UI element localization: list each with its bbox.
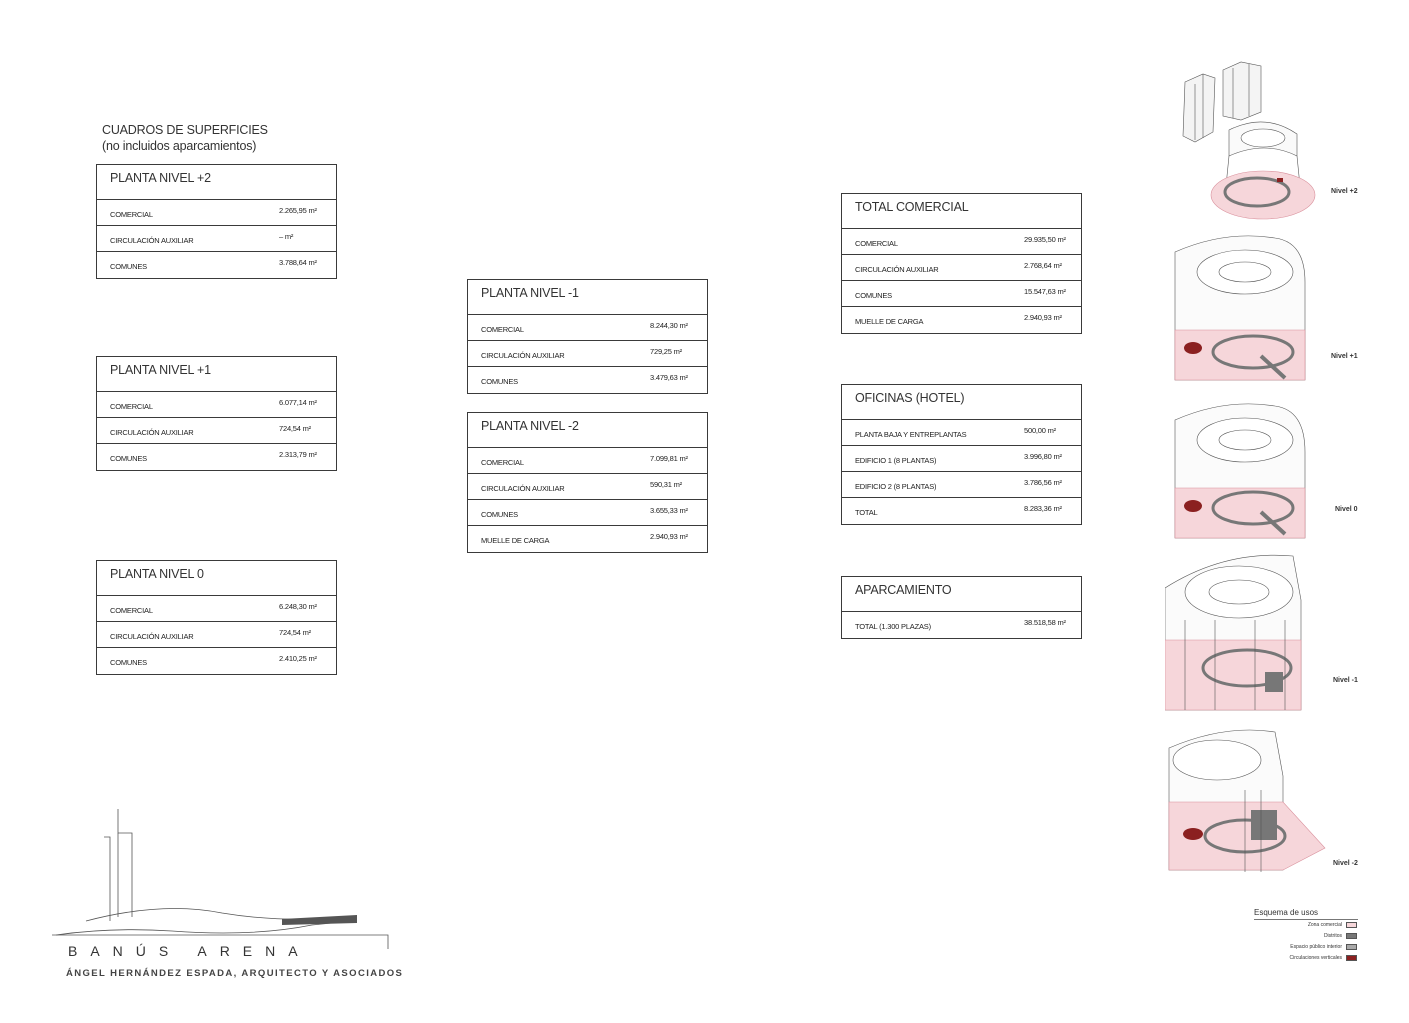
table-row — [842, 420, 1081, 446]
table-row — [468, 315, 707, 341]
row-label: COMUNES — [481, 377, 518, 386]
row-label: CIRCULACIÓN AUXILIAR — [110, 632, 194, 641]
table-planta-nivel-minus2 — [467, 412, 708, 553]
row-label: COMERCIAL — [855, 239, 898, 248]
table-row — [842, 281, 1081, 307]
level-label-0: Nivel 0 — [1335, 506, 1358, 513]
row-value: 724,54 m² — [279, 628, 311, 637]
table-row — [468, 367, 707, 393]
row-label: COMUNES — [110, 262, 147, 271]
table-total-comercial — [841, 193, 1082, 334]
row-value: 8.244,30 m² — [650, 321, 688, 330]
row-value: 2.768,64 m² — [1024, 261, 1062, 270]
row-value: 38.518,58 m² — [1024, 618, 1066, 627]
row-label: COMUNES — [110, 658, 147, 667]
row-label: COMUNES — [110, 454, 147, 463]
row-label: CIRCULACIÓN AUXILIAR — [855, 265, 939, 274]
row-label: TOTAL (1.300 PLAZAS) — [855, 622, 931, 631]
legend-label: Zona comercial — [1307, 922, 1342, 928]
row-value: 2.265,95 m² — [279, 206, 317, 215]
row-value: 2.940,93 m² — [650, 532, 688, 541]
table-row — [842, 229, 1081, 255]
row-value: – m² — [279, 232, 294, 241]
row-label: COMERCIAL — [110, 402, 153, 411]
row-value: 3.655,33 m² — [650, 506, 688, 515]
row-value: 2.410,25 m² — [279, 654, 317, 663]
row-label: COMERCIAL — [110, 210, 153, 219]
table-row — [468, 500, 707, 526]
table-title: APARCAMIENTO — [842, 577, 1081, 612]
table-title: PLANTA NIVEL +2 — [97, 165, 336, 200]
row-label: CIRCULACIÓN AUXILIAR — [110, 236, 194, 245]
level-plus1-drawing — [1175, 236, 1305, 380]
table-aparcamiento — [841, 576, 1082, 639]
legend-item — [1254, 953, 1358, 964]
legend-title: Esquema de usos — [1254, 908, 1358, 920]
page-heading — [102, 122, 268, 154]
row-label: COMERCIAL — [481, 325, 524, 334]
table-planta-nivel-minus1 — [467, 279, 708, 394]
legend-label: Circulaciones verticales — [1289, 955, 1342, 961]
row-value: 729,25 m² — [650, 347, 682, 356]
table-title: PLANTA NIVEL -2 — [468, 413, 707, 448]
table-row — [97, 392, 336, 418]
row-value: 6.248,30 m² — [279, 602, 317, 611]
row-label: EDIFICIO 2 (8 PLANTAS) — [855, 482, 937, 491]
table-row — [468, 341, 707, 367]
legend-item — [1254, 942, 1358, 953]
row-value: 3.479,63 m² — [650, 373, 688, 382]
row-label: COMERCIAL — [481, 458, 524, 467]
row-value: 2.313,79 m² — [279, 450, 317, 459]
legend-swatch — [1346, 922, 1357, 928]
table-row — [468, 448, 707, 474]
legend-swatch — [1346, 955, 1357, 961]
table-row — [468, 526, 707, 552]
table-title: PLANTA NIVEL 0 — [97, 561, 336, 596]
level-0-drawing — [1175, 404, 1305, 538]
row-value: 8.283,36 m² — [1024, 504, 1062, 513]
heading-line-1: CUADROS DE SUPERFICIES — [102, 123, 268, 137]
row-value: 2.940,93 m² — [1024, 313, 1062, 322]
table-title: OFICINAS (HOTEL) — [842, 385, 1081, 420]
row-label: PLANTA BAJA Y ENTREPLANTAS — [855, 430, 967, 439]
legend-label: Distritos — [1323, 933, 1342, 939]
row-label: COMUNES — [481, 510, 518, 519]
table-title: PLANTA NIVEL +1 — [97, 357, 336, 392]
row-label: TOTAL — [855, 508, 878, 517]
level-label-minus1: Nivel -1 — [1333, 677, 1358, 684]
row-value: 590,31 m² — [650, 480, 682, 489]
table-row — [468, 474, 707, 500]
brand-subtitle: ÁNGEL HERNÁNDEZ ESPADA, ARQUITECTO Y ASOCIADOS — [66, 968, 404, 979]
table-row — [97, 226, 336, 252]
table-row — [842, 307, 1081, 333]
table-title: TOTAL COMERCIAL — [842, 194, 1081, 229]
legend-swatch — [1346, 944, 1357, 950]
table-planta-nivel-0 — [96, 560, 337, 675]
axonometric-level-stack — [1165, 60, 1355, 890]
table-row — [842, 612, 1081, 638]
table-row — [97, 418, 336, 444]
table-row — [842, 446, 1081, 472]
uses-legend — [1254, 908, 1358, 964]
table-row — [97, 596, 336, 622]
row-label: CIRCULACIÓN AUXILIAR — [110, 428, 194, 437]
table-row — [97, 648, 336, 674]
row-value: 3.996,80 m² — [1024, 452, 1062, 461]
table-oficinas-hotel — [841, 384, 1082, 525]
row-label: MUELLE DE CARGA — [481, 536, 550, 545]
row-value: 3.788,64 m² — [279, 258, 317, 267]
table-row — [97, 200, 336, 226]
row-value: 6.077,14 m² — [279, 398, 317, 407]
row-value: 3.786,56 m² — [1024, 478, 1062, 487]
row-label: EDIFICIO 1 (8 PLANTAS) — [855, 456, 937, 465]
level-label-minus2: Nivel -2 — [1333, 860, 1358, 867]
heading-line-2: (no incluidos aparcamientos) — [102, 139, 257, 153]
row-value: 7.099,81 m² — [650, 454, 688, 463]
row-label: COMUNES — [855, 291, 892, 300]
row-label: COMERCIAL — [110, 606, 153, 615]
level-label-plus1: Nivel +1 — [1331, 353, 1358, 360]
table-row — [842, 255, 1081, 281]
legend-item — [1254, 920, 1358, 931]
level-minus2-drawing — [1169, 730, 1325, 872]
table-row — [97, 622, 336, 648]
table-planta-nivel-plus2 — [96, 164, 337, 279]
table-row — [97, 444, 336, 470]
legend-label: Espacio público interior — [1290, 944, 1342, 950]
level-minus1-drawing — [1165, 555, 1301, 710]
row-label: CIRCULACIÓN AUXILIAR — [481, 351, 565, 360]
row-value: 15.547,63 m² — [1024, 287, 1066, 296]
row-value: 500,00 m² — [1024, 426, 1056, 435]
row-value: 724,54 m² — [279, 424, 311, 433]
legend-item — [1254, 931, 1358, 942]
table-planta-nivel-plus1 — [96, 356, 337, 471]
legend-swatch — [1346, 933, 1357, 939]
row-label: MUELLE DE CARGA — [855, 317, 924, 326]
level-plus2-drawing — [1211, 122, 1315, 219]
level-label-plus2: Nivel +2 — [1331, 188, 1358, 195]
row-label: CIRCULACIÓN AUXILIAR — [481, 484, 565, 493]
table-title: PLANTA NIVEL -1 — [468, 280, 707, 315]
table-row — [97, 252, 336, 278]
brand-name: BANÚS ARENA — [68, 943, 311, 959]
row-value: 29.935,50 m² — [1024, 235, 1066, 244]
table-row — [842, 472, 1081, 498]
table-row — [842, 498, 1081, 524]
